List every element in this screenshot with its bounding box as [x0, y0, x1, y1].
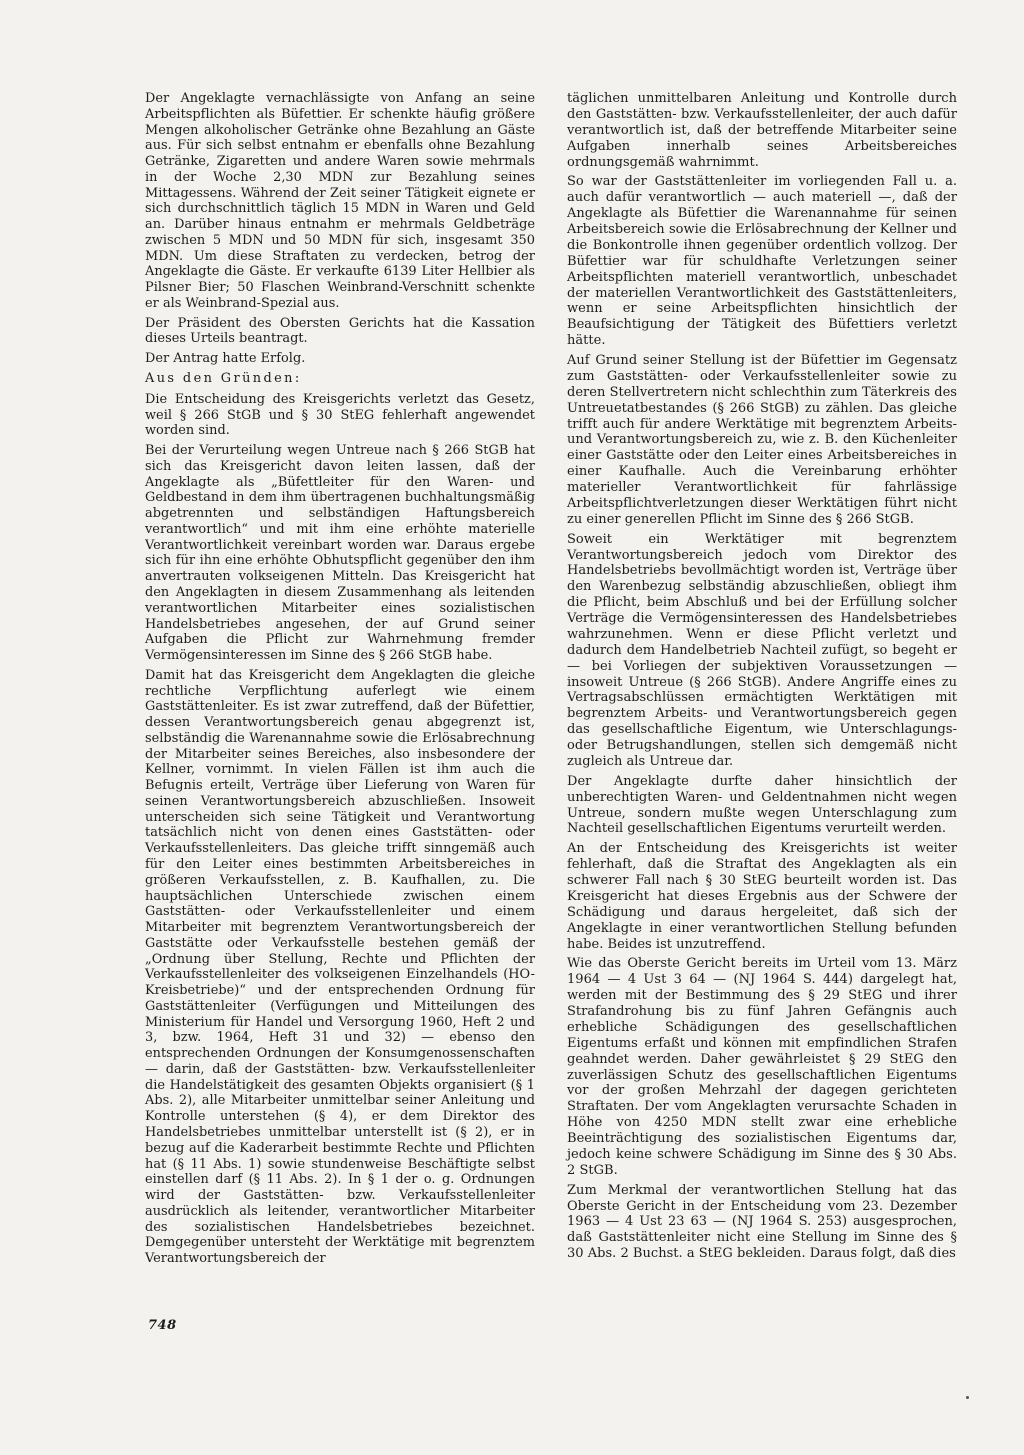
paragraph-authorization: Soweit ein Werktätiger mit begrenztem Verantwortungsbereich jedoch vom Direktor des Handelsbetriebs bevollmächtigt worden ist, Verträge über den Warenbezug selbständig abzuschließen, obliegt ihm die Pflicht, beim Abschluß und bei der Erfüllung solcher Verträge die Vermögensinteressen des Handelsbetriebes wahrzunehmen. Wenn er diese Pflicht verletzt und dadurch dem Handelbetrieb Nachteil zufügt, so begeht er — bei Vorliegen der subjektiven Voraussetzungen — insoweit Untreue (§ 266 StGB). Andere Angriffe eines zu Vertragsabschlüssen ermächtigten Werktätigen mit begrenztem Arbeits- und Verantwortungsbereich gegen das gesellschaftliche Eigentum, wie Unterschlagungs- oder Betrugshandlungen, stellen sich demgemäß nicht zugleich als Untreue dar.: [567, 531, 957, 769]
paragraph-embezzlement: Der Angeklagte durfte daher hinsichtlich der unberechtigten Waren- und Geldentnahmen nicht wegen Untreue, sondern mußte wegen Unterschlagung zum Nachteil gesellschaftlichen Eigentums verurteilt werden.: [567, 773, 957, 837]
right-column: [567, 91, 957, 1266]
paragraph-position: Auf Grund seiner Stellung ist der Büfettier im Gegensatz zum Gaststätten- oder Verkaufsstellenleiter sowie zu deren Stellvertretern nicht schlechthin zum Täterkreis des Untreuetatbestandes (§ 266 StGB) zu zählen. Das gleiche trifft auch für andere Werktätige mit begrenztem Arbeits- und Verantwortungsbereich zu, wie z. B. den Küchenleiter einer Gaststätte oder den Leiter eines Arbeitsbereiches in einer Kaufhalle. Auch die Vereinbarung erhöhter materieller Verantwortlichkeit für fahrlässige Arbeitspflichtverletzungen dieser Werktätigen führt nicht zu einer generellen Pflicht im Sinne des § 266 StGB.: [567, 353, 957, 527]
paragraph-manager-responsibility: So war der Gaststättenleiter im vorliegenden Fall u. a. auch dafür verantwortlich — auch materiell —, daß der Angeklagte als Büfettier die Warenannahme für seinen Arbeitsbereich sowie die Erlösabrechnung der Kellner und die Bonkontrolle ihnen gegenüber ordentlich vollzog. Der Büfettier war für schuldhafte Verletzungen seiner Arbeitspflichten materiell verantwortlich, unbeschadet der materiellen Verantwortlichkeit des Gaststättenleiters, wenn er seine Arbeitspflichten hinsichtlich der Beaufsichtigung der Tätigkeit des Büfettiers verletzt hätte.: [567, 174, 957, 349]
left-column: [145, 91, 535, 1271]
paragraph-obligation: Damit hat das Kreisgericht dem Angeklagten die gleiche rechtliche Verpflichtung auferlegt wie einem Gaststättenleiter. Es ist zwar zutreffend, daß der Büfettier, dessen Verantwortungsbereich genau abgegrenzt ist, selbständig die Warenannahme sowie die Erlösabrechnung der Mitarbeiter seines Bereiches, also insbesondere der Kellner, vornimmt. In vielen Fällen ist ihm auch die Befugnis erteilt, Verträge über Lieferung von Waren für seinen Verantwortungsbereich abzuschließen. Insoweit unterscheiden sich seine Tätigkeit und Verantwortung tatsächlich nicht von denen eines Gaststätten- oder Verkaufsstellenleiters. Das gleiche trifft sinngemäß auch für den Leiter eines bestimmten Arbeitsbereiches in größeren Verkaufsstellen, z. B. Kaufhallen, zu. Die hauptsächlichen Unterschiede zwischen einem Gaststätten- oder Verkaufsstellenleiter und einem Mitarbeiter mit begrenztem Verantwortungsbereich der Gaststätte oder Verkaufsstelle bestehen gemäß der „Ordnung über Stellung, Rechte und Pflichten der Verkaufsstellenleiter des volkseigenen Einzelhandels (HO-Kreisbetriebe)“ und der entsprechenden Ordnung für Gaststättenleiter (Verfügungen und Mitteilungen des Ministerium für Handel und Versorgung 1960, Heft 2 und 3, bzw. 1964, Heft 31 und 32) — ebenso den entsprechenden Ordnungen der Konsumgenossenschaften — darin, daß der Gaststätten- bzw. Verkaufsstellenleiter die Handelstätigkeit des gesamten Objekts organisiert (§ 1 Abs. 2), alle Mitarbeiter unmittelbar seiner Anleitung und Kontrolle unterstehen (§ 4), er dem Direktor des Handelsbetriebes unmittelbar unterstellt ist (§ 2), er in bezug auf die Kaderarbeit bestimmte Rechte und Pflichten hat (§ 11 Abs. 1) sowie stundenweise Beschäftigte selbst einstellen darf (§ 11 Abs. 2). In § 1 der o. g. Ordnungen wird der Gaststätten- bzw. Verkaufsstellenleiter ausdrücklich als leitender, verantwortlicher Mitarbeiter des sozialistischen Handelsbetriebes bezeichnet. Demgegenüber untersteht der Werktätige mit begrenztem Verantwortungsbereich der: [145, 667, 535, 1267]
paragraph-supervision: täglichen unmittelbaren Anleitung und Kontrolle durch den Gaststätten- bzw. Verkaufsstellenleiter, der auch dafür verantwortlich ist, daß der betreffende Mitarbeiter seine Aufgaben innerhalb seines Arbeitsbereiches ordnungsgemäß wahrnimmt.: [567, 91, 957, 170]
paragraph-conviction: Bei der Verurteilung wegen Untreue nach § 266 StGB hat sich das Kreisgericht davon leiten lassen, daß der Angeklagte als „Büfettleiter für den Waren- und Geldbestand in dem ihm übertragenen buchhaltungsmäßig abgetrennten und selbständigen Haftungsbereich verantwortlich“ und mit ihm eine erhöhte materielle Verantwortlichkeit vereinbart worden war. Daraus ergebe sich für ihn eine erhöhte Obhutspflicht gegenüber den ihm anvertrauten volkseigenen Mitteln. Das Kreisgericht hat den Angeklagten in diesem Zusammenhang als leitenden verantwortlichen Mitarbeiter eines sozialistischen Handelsbetriebes angesehen, der auf Grund seiner Aufgaben die Pflicht zur Wahrnehmung fremder Vermögensinteressen im Sinne des § 266 StGB habe.: [145, 443, 535, 664]
paragraph-precedent: Wie das Oberste Gericht bereits im Urteil vom 13. März 1964 — 4 Ust 3 64 — (NJ 1964 S. 444) dargelegt hat, werden mit der Bestimmung des § 29 StEG und ihrer Strafandrohung bis zu fünf Jahren Gefängnis auch erhebliche Schädigungen des gesellschaftlichen Eigentums erfaßt und können mit empfindlichen Strafen geahndet werden. Daher gewährleistet § 29 StEG den zuverlässigen Schutz des gesellschaftlichen Eigentums vor der großen Mehrzahl der dagegen gerichteten Straftaten. Der vom Angeklagten verursachte Schaden in Höhe von 4250 MDN stellt zwar eine erhebliche Beeinträchtigung des sozialistischen Eigentums dar, jedoch keine schwere Schädigung im Sinne des § 30 Abs. 2 StGB.: [567, 956, 957, 1178]
paragraph-responsible-position: Zum Merkmal der verantwortlichen Stellung hat das Oberste Gericht in der Entscheidung vom 23. Dezember 1963 — 4 Ust 23 63 — (NJ 1964 S. 253) ausgesprochen, daß Gaststättenleiter nicht eine Stellung im Sinne des § 30 Abs. 2 Buchst. a StEG bekleiden. Daraus folgt, daß dies: [567, 1182, 957, 1262]
scan-speck: [966, 1396, 969, 1399]
paragraph-decision: Die Entscheidung des Kreisgerichts verletzt das Gesetz, weil § 266 StGB und § 30 StEG fehlerhaft angewendet worden sind.: [145, 391, 535, 439]
paragraph-result: Der Antrag hatte Erfolg.: [145, 351, 306, 367]
paragraph-severe-case: An der Entscheidung des Kreisgerichts ist weiter fehlerhaft, daß die Straftat des Angeklagten als ein schwerer Fall nach § 30 StEG beurteilt worden ist. Das Kreisgericht hat dieses Ergebnis aus der Schwere der Schädigung und daraus hergeleitet, daß sich der Angeklagte in einer verantwortlichen Stellung befunden habe. Beides ist unzutreffend.: [567, 841, 957, 952]
page-number: 748: [148, 1318, 177, 1333]
paragraph-facts: Der Angeklagte vernachlässigte von Anfang an seine Arbeitspflichten als Büfettier. Er schenkte häufig größere Mengen alkoholischer Getränke ohne Bezahlung an Gäste aus. Für sich selbst entnahm er ebenfalls ohne Bezahlung Getränke, Zigaretten und andere Waren sowie mehrmals in der Woche 2,30 MDN zur Bezahlung seines Mittagessens. Während der Zeit seiner Tätigkeit eignete er sich durchschnittlich täglich 15 MDN in Waren und Geld an. Darüber hinaus entnahm er mehrmals Geldbeträge zwischen 5 MDN und 50 MDN für sich, insgesamt 350 MDN. Um diese Straftaten zu verdecken, betrog der Angeklagte die Gäste. Er verkaufte 6139 Liter Hellbier als Pilsner Bier; 50 Flaschen Weinbrand-Verschnitt schenkte er als Weinbrand-Spezial aus.: [145, 91, 535, 311]
section-heading: Aus den Gründen:: [145, 371, 302, 387]
paragraph-cassation-request: Der Präsident des Obersten Gerichts hat die Kassation dieses Urteils beantragt.: [145, 315, 535, 347]
